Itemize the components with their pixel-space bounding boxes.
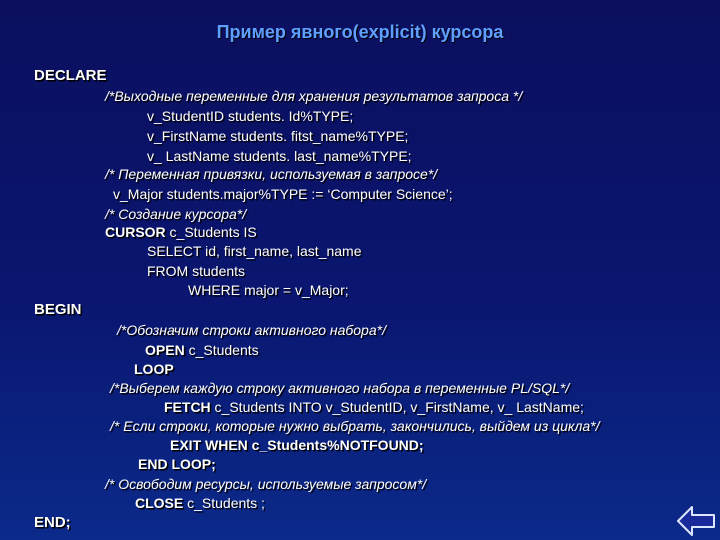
comment-create-cursor: /* Создание курсора*/ [105,206,247,222]
open-statement [145,341,259,359]
decl-first-name: v_FirstName students. fitst_name%TYPE; [147,128,409,144]
fetch-statement [164,398,584,416]
close-target: c_Students ; [183,495,265,511]
comment-bind-var: /* Переменная привязки, используемая в запросе*/ [105,166,438,182]
comment-close: /* Освободим ресурсы, используемые запросом*/ [105,476,427,492]
end-loop-keyword: END LOOP; [138,456,216,472]
comment-fetch: /*Выберем каждую строку активного набора в переменные PL/SQL*/ [110,380,570,396]
cursor-keyword: CURSOR [105,224,166,240]
fetch-target: c_Students INTO v_StudentID, v_FirstName, v_ LastName; [210,399,584,415]
fetch-keyword: FETCH [164,399,211,415]
back-arrow-icon[interactable] [676,504,716,538]
comment-open: /*Обозначим строки активного набора*/ [117,322,386,338]
end-keyword: END; [34,514,71,531]
where-clause: WHERE major = v_Major; [188,282,349,298]
from-clause: FROM students [147,263,246,279]
cursor-declaration [105,223,257,241]
open-target: c_Students [184,342,259,358]
close-keyword: CLOSE [135,495,184,511]
decl-last-name: v_ LastName students. last_name%TYPE; [147,148,412,164]
decl-major: v_Major students.major%TYPE := ‘Computer Science’; [113,186,453,202]
declare-keyword: DECLARE [34,67,107,84]
begin-keyword: BEGIN [34,301,82,318]
cursor-name: c_Students IS [165,224,257,240]
loop-keyword: LOOP [134,361,174,377]
open-keyword: OPEN [145,342,185,358]
select-clause: SELECT id, first_name, last_name [147,243,362,259]
comment-exit: /* Если строки, которые нужно выбрать, закончились, выйдем из цикла*/ [110,418,600,434]
slide-title: Пример явного(explicit) курсора [216,22,504,42]
exit-statement: EXIT WHEN c_Students%NOTFOUND; [170,437,424,453]
decl-student-id: v_StudentID students. Id%TYPE; [147,108,354,124]
close-statement [135,494,265,512]
comment-output-vars: /*Выходные переменные для хранения результатов запроса */ [105,88,523,104]
